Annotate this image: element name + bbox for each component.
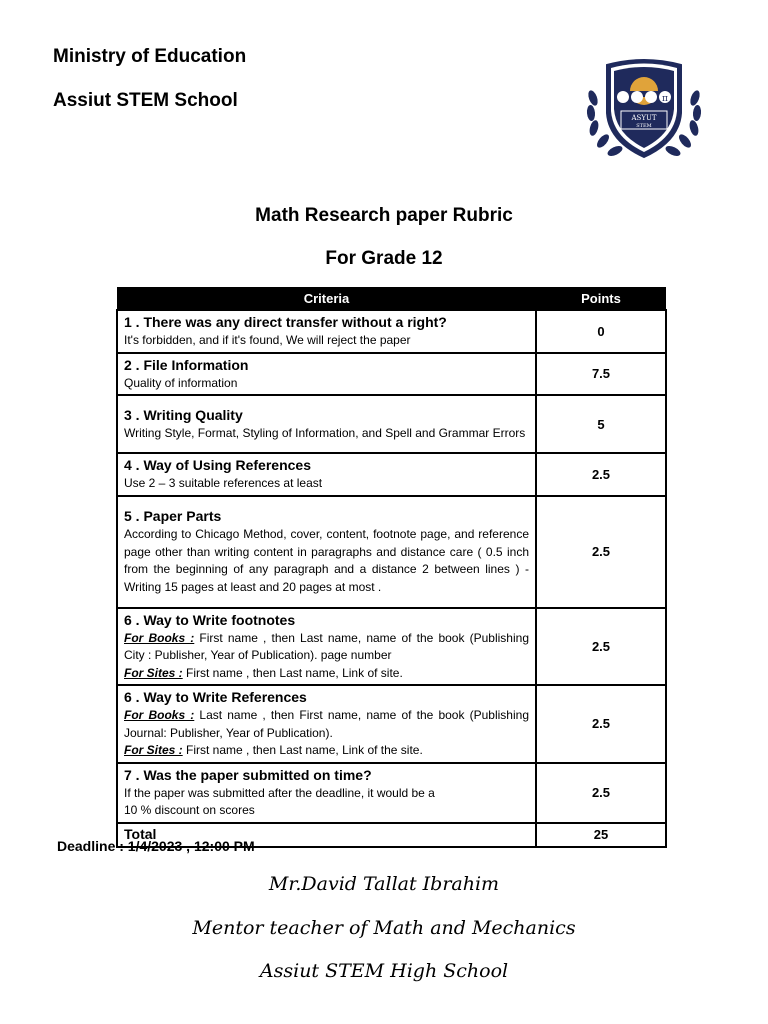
points-cell: 2.5 — [536, 685, 666, 763]
criteria-title: 4 . Way of Using References — [124, 457, 311, 473]
criteria-description: Use 2 – 3 suitable references at least — [124, 476, 323, 490]
points-cell: 2.5 — [536, 763, 666, 823]
criteria-description: According to Chicago Method, cover, content, footnote page, and reference page other than writing content in paragraphs and distance care ( 0.5 inch from the beginning of any paragraph and a distance 2 between lines ) - Writing 15 pages at least and 20 pages at most . — [124, 527, 529, 594]
deadline-text: Deadline : 1/4/2023 , 12:00 PM — [57, 838, 255, 854]
criteria-cell — [117, 395, 536, 453]
criteria-title: 1 . There was any direct transfer without a right? — [124, 314, 447, 330]
rubric-table — [116, 287, 667, 848]
criteria-cell — [117, 763, 536, 823]
criteria-description — [124, 785, 529, 820]
criteria-cell — [117, 496, 536, 608]
table-row — [117, 395, 666, 453]
table-header-row — [117, 287, 666, 310]
table-row — [117, 453, 666, 496]
table-row — [117, 353, 666, 396]
criteria-cell — [117, 608, 536, 686]
criteria-description: Writing Style, Format, Styling of Information, and Spell and Grammar Errors — [124, 425, 526, 440]
criteria-description — [124, 630, 529, 683]
table-row — [117, 608, 666, 686]
criteria-title: 6 . Way to Write References — [124, 689, 307, 705]
table-row — [117, 685, 666, 763]
document-subtitle: For Grade 12 — [325, 248, 443, 269]
total-label: Total — [124, 825, 157, 842]
books-text: Last name , then First name, name of the book (Publishing Journal: Publisher, Year of Publication). — [124, 708, 529, 740]
criteria-header: Criteria — [117, 287, 536, 310]
signature-role: Mentor teacher of Math and Mechanics — [192, 917, 576, 939]
criteria-description: Quality of information — [124, 375, 238, 390]
logo-subtext: STEM — [636, 123, 652, 129]
criteria-cell — [117, 353, 536, 396]
points-cell: 2.5 — [536, 496, 666, 608]
books-label: For Books : — [124, 708, 195, 722]
points-header: Points — [536, 287, 666, 310]
total-points-cell: 25 — [536, 823, 666, 847]
criteria-title: 3 . Writing Quality — [124, 406, 243, 423]
sites-text: First name , then Last name, Link of site. — [182, 665, 403, 680]
sites-label: For Sites : — [124, 743, 183, 757]
table-row — [117, 310, 666, 353]
document-title: Math Research paper Rubric — [255, 205, 513, 226]
criteria-title: 2 . File Information — [124, 356, 249, 373]
books-text: First name , then Last name, name of the book (Publishing City : Publisher, Year of Publication). page number — [124, 630, 529, 662]
points-cell: 0 — [536, 310, 666, 353]
svg-text:π: π — [662, 94, 668, 104]
ministry-heading: Ministry of Education — [53, 46, 247, 67]
criteria-title: 7 . Was the paper submitted on time? — [124, 766, 372, 783]
criteria-title: 5 . Paper Parts — [124, 508, 222, 524]
signature-name: Mr.David Tallat Ibrahim — [268, 873, 500, 895]
points-cell: 5 — [536, 395, 666, 453]
points-cell: 7.5 — [536, 353, 666, 396]
criteria-description: It's forbidden, and if it's found, We will reject the paper — [124, 333, 411, 347]
school-heading: Assiut STEM School — [53, 90, 238, 111]
criteria-cell — [117, 310, 536, 353]
books-label: For Books : — [124, 630, 195, 645]
points-cell: 2.5 — [536, 608, 666, 686]
school-logo — [583, 53, 705, 165]
sites-label: For Sites : — [124, 665, 183, 680]
sites-text: First name , then Last name, Link of the site. — [182, 743, 423, 757]
table-row — [117, 763, 666, 823]
criteria-cell — [117, 685, 536, 763]
table-row — [117, 496, 666, 608]
criteria-title: 6 . Way to Write footnotes — [124, 611, 296, 628]
description-line-1: If the paper was submitted after the deadline, it would be a — [124, 785, 435, 800]
description-line-2: 10 % discount on scores — [124, 803, 255, 817]
criteria-description — [124, 707, 529, 760]
logo-text: ASYUT — [631, 114, 657, 122]
points-cell: 2.5 — [536, 453, 666, 496]
criteria-cell — [117, 453, 536, 496]
signature-school: Assiut STEM High School — [259, 960, 509, 982]
